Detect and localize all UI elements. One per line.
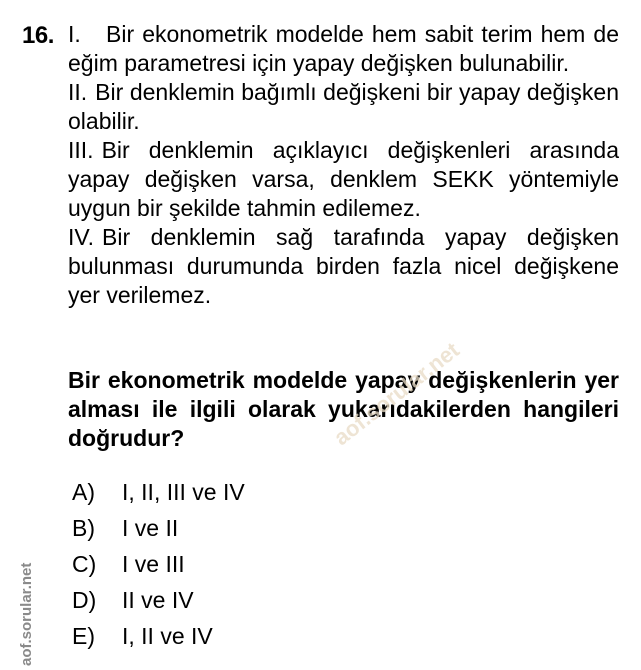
option-letter: A) — [72, 479, 95, 505]
answer-options — [72, 474, 245, 654]
option-text: I ve III — [122, 551, 185, 577]
statement-text: Bir denklemin açıklayıcı değişkenleri arasında yapay değişken varsa, denklem SEKK yöntemiyle uygun bir şekilde tahmin edilemez. — [68, 137, 619, 221]
statement-text: Bir denklemin sağ tarafında yapay değişken bulunması durumunda birden fazla nicel değişkene yer verilemez. — [68, 224, 619, 308]
statement-numeral: II. — [68, 79, 88, 105]
option-text: I, II, III ve IV — [122, 479, 245, 505]
statement-4 — [68, 223, 619, 310]
statement-numeral: III. — [68, 137, 94, 163]
watermark-diagonal: aof.sorular.net — [328, 337, 464, 451]
option-c[interactable] — [72, 546, 245, 582]
option-text: II ve IV — [122, 587, 194, 613]
option-a[interactable] — [72, 474, 245, 510]
option-text: I ve II — [122, 515, 179, 541]
statement-numeral: IV. — [68, 224, 95, 250]
option-letter: D) — [72, 587, 97, 613]
statement-list — [68, 20, 619, 310]
watermark-side: aof.sorular.net — [18, 562, 35, 666]
option-e[interactable] — [72, 618, 245, 654]
option-text: I, II ve IV — [122, 623, 213, 649]
option-letter: C) — [72, 551, 97, 577]
statement-numeral: I. — [68, 21, 81, 47]
statement-text: Bir ekonometrik modelde hem sabit terim hem de eğim parametresi için yapay değişken bulunabilir. — [68, 21, 619, 76]
statement-3 — [68, 136, 619, 223]
question-stem: Bir ekonometrik modelde yapay değişkenlerin yer alması ile ilgili olarak yukarıdakilerden hangileri doğrudur? — [68, 367, 619, 451]
option-b[interactable] — [72, 510, 245, 546]
statement-text: Bir denklemin bağımlı değişkeni bir yapay değişken olabilir. — [68, 79, 619, 134]
question-number: 16. — [22, 22, 54, 49]
statement-2 — [68, 78, 619, 136]
option-d[interactable] — [72, 582, 245, 618]
option-letter: B) — [72, 515, 95, 541]
statement-1 — [68, 20, 619, 78]
option-letter: E) — [72, 623, 95, 649]
